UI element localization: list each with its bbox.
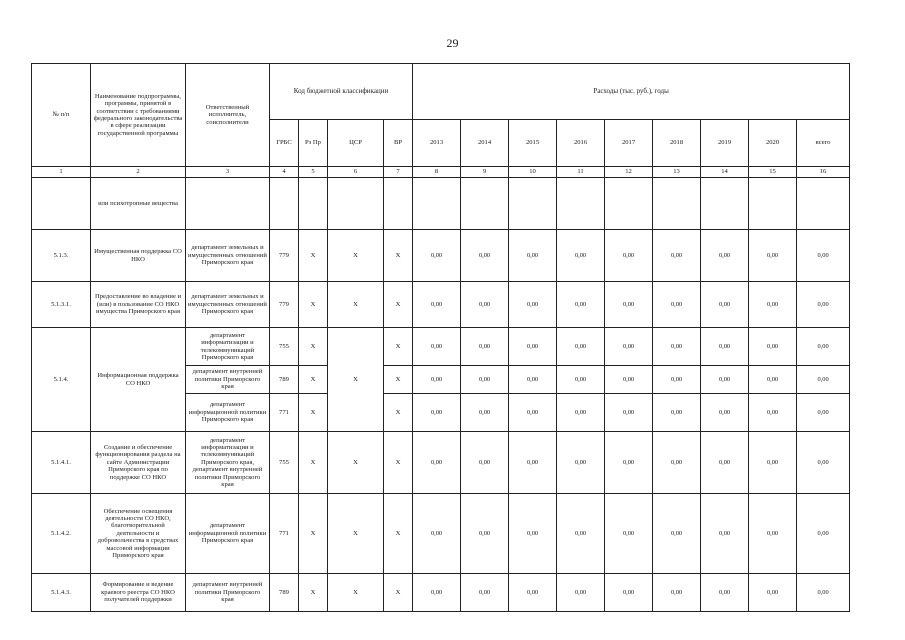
row-rzpr: Х xyxy=(299,432,328,494)
row-value: 0,00 xyxy=(605,394,653,432)
row-csr: Х xyxy=(328,328,384,432)
row-vr: Х xyxy=(384,366,413,394)
row-value: 0,00 xyxy=(461,394,509,432)
row-number: 5.1.3.1. xyxy=(32,282,91,328)
row-value: 0,00 xyxy=(797,394,850,432)
row-value: 0,00 xyxy=(797,494,850,574)
row-name: Имущественная поддержка СО НКО xyxy=(91,230,186,282)
row-value: 0,00 xyxy=(653,230,701,282)
row-value xyxy=(509,178,557,230)
row-value: 0,00 xyxy=(653,282,701,328)
row-value: 0,00 xyxy=(557,574,605,612)
row-value xyxy=(557,178,605,230)
row-value: 0,00 xyxy=(701,432,749,494)
row-executor: департамент информатизации и телекоммуникаций Приморского края, департамент внутренней политики Приморского края xyxy=(186,432,270,494)
row-value: 0,00 xyxy=(701,394,749,432)
row-value: 0,00 xyxy=(557,282,605,328)
header-year: 2016 xyxy=(557,120,605,167)
row-value xyxy=(653,178,701,230)
row-grbs: 771 xyxy=(270,494,299,574)
table-row xyxy=(32,494,850,574)
row-grbs: 789 xyxy=(270,366,299,394)
row-value: 0,00 xyxy=(605,574,653,612)
row-value xyxy=(413,178,461,230)
row-value: 0,00 xyxy=(461,366,509,394)
column-number: 12 xyxy=(605,167,653,178)
row-value xyxy=(605,178,653,230)
row-number: 5.1.4.2. xyxy=(32,494,91,574)
row-vr: Х xyxy=(384,282,413,328)
row-name: Обеспечение освещения деятельности СО НКО, благотворительной деятельности и добровольчества в средствах массовой информации Приморского края xyxy=(91,494,186,574)
column-number: 8 xyxy=(413,167,461,178)
row-value: 0,00 xyxy=(749,574,797,612)
row-value: 0,00 xyxy=(461,494,509,574)
row-value: 0,00 xyxy=(509,394,557,432)
column-number: 16 xyxy=(797,167,850,178)
row-vr: Х xyxy=(384,394,413,432)
row-executor: департамент земельных и имущественных отношений Приморского края xyxy=(186,282,270,328)
row-csr: Х xyxy=(328,494,384,574)
row-value xyxy=(797,178,850,230)
column-number: 13 xyxy=(653,167,701,178)
row-name: Информационная поддержка СО НКО xyxy=(91,328,186,432)
row-name: Формирование и ведение краевого реестра СО НКО получателей поддержки xyxy=(91,574,186,612)
row-executor: департамент внутренней политики Приморского края xyxy=(186,366,270,394)
row-value: 0,00 xyxy=(557,432,605,494)
row-rzpr: Х xyxy=(299,282,328,328)
row-value: 0,00 xyxy=(749,394,797,432)
row-value: 0,00 xyxy=(413,574,461,612)
row-value: 0,00 xyxy=(557,366,605,394)
row-rzpr: Х xyxy=(299,494,328,574)
row-value: 0,00 xyxy=(653,574,701,612)
page-number: 29 xyxy=(446,36,459,50)
row-value: 0,00 xyxy=(413,230,461,282)
header-num: № п/п xyxy=(32,64,91,167)
header-executor: Ответственный исполнитель, соисполнители xyxy=(186,64,270,167)
row-value: 0,00 xyxy=(413,282,461,328)
row-value: 0,00 xyxy=(605,494,653,574)
header-year: 2020 xyxy=(749,120,797,167)
row-value: 0,00 xyxy=(797,328,850,366)
row-rzpr: Х xyxy=(299,366,328,394)
row-value: 0,00 xyxy=(749,432,797,494)
column-number: 4 xyxy=(270,167,299,178)
row-value: 0,00 xyxy=(605,328,653,366)
row-vr: Х xyxy=(384,574,413,612)
row-vr: Х xyxy=(384,432,413,494)
column-number: 11 xyxy=(557,167,605,178)
row-value: 0,00 xyxy=(701,282,749,328)
row-grbs xyxy=(270,178,299,230)
row-value: 0,00 xyxy=(413,366,461,394)
row-value: 0,00 xyxy=(701,494,749,574)
header-name: Наименование подпрограммы, программы, принятой в соответствии с требованиями федерального законодательства в сфере реализации государственной программы xyxy=(91,64,186,167)
row-rzpr: Х xyxy=(299,230,328,282)
row-value: 0,00 xyxy=(461,282,509,328)
row-value: 0,00 xyxy=(605,366,653,394)
row-name: Предоставление во владение и (или) в пользование СО НКО имущества Приморского края xyxy=(91,282,186,328)
row-csr: Х xyxy=(328,432,384,494)
row-rzpr: Х xyxy=(299,328,328,366)
column-number: 15 xyxy=(749,167,797,178)
row-value: 0,00 xyxy=(653,394,701,432)
row-value: 0,00 xyxy=(557,494,605,574)
row-value: 0,00 xyxy=(605,282,653,328)
row-value: 0,00 xyxy=(461,230,509,282)
table-row xyxy=(32,574,850,612)
column-numbering-row xyxy=(32,167,850,178)
row-number xyxy=(32,178,91,230)
row-value: 0,00 xyxy=(461,574,509,612)
row-value: 0,00 xyxy=(797,282,850,328)
row-rzpr: Х xyxy=(299,574,328,612)
row-value: 0,00 xyxy=(509,328,557,366)
row-value: 0,00 xyxy=(413,494,461,574)
row-vr xyxy=(384,178,413,230)
row-csr xyxy=(328,178,384,230)
row-value: 0,00 xyxy=(509,574,557,612)
row-value: 0,00 xyxy=(749,230,797,282)
row-value: 0,00 xyxy=(749,494,797,574)
table-row xyxy=(32,432,850,494)
row-value: 0,00 xyxy=(461,328,509,366)
header-expenses-group: Расходы (тыс. руб.), годы xyxy=(413,64,850,120)
column-number: 7 xyxy=(384,167,413,178)
header-year: 2017 xyxy=(605,120,653,167)
row-value: 0,00 xyxy=(461,432,509,494)
row-vr: Х xyxy=(384,494,413,574)
column-number: 2 xyxy=(91,167,186,178)
column-number: 1 xyxy=(32,167,91,178)
row-value: 0,00 xyxy=(653,328,701,366)
column-number: 5 xyxy=(299,167,328,178)
header-vr: ВР xyxy=(384,120,413,167)
row-value: 0,00 xyxy=(509,282,557,328)
budget-expenses-table xyxy=(31,63,850,612)
row-value xyxy=(461,178,509,230)
table-row xyxy=(32,282,850,328)
row-value: 0,00 xyxy=(605,230,653,282)
header-csr: ЦСР xyxy=(328,120,384,167)
row-executor xyxy=(186,178,270,230)
column-number: 3 xyxy=(186,167,270,178)
row-value: 0,00 xyxy=(701,328,749,366)
row-value xyxy=(749,178,797,230)
row-value: 0,00 xyxy=(413,394,461,432)
row-grbs: 755 xyxy=(270,432,299,494)
row-name: Создание и обеспечение функционирования раздела на сайте Администрации Приморского края по поддержке СО НКО xyxy=(91,432,186,494)
header-year: 2019 xyxy=(701,120,749,167)
column-number: 9 xyxy=(461,167,509,178)
column-number: 6 xyxy=(328,167,384,178)
row-value: 0,00 xyxy=(605,432,653,494)
row-executor: департамент информационной политики Приморского края xyxy=(186,394,270,432)
header-year: 2014 xyxy=(461,120,509,167)
row-value: 0,00 xyxy=(701,574,749,612)
row-csr: Х xyxy=(328,282,384,328)
row-grbs: 755 xyxy=(270,328,299,366)
row-value: 0,00 xyxy=(797,230,850,282)
column-number: 14 xyxy=(701,167,749,178)
table-row xyxy=(32,230,850,282)
table-row xyxy=(32,328,850,366)
row-value: 0,00 xyxy=(749,282,797,328)
row-value: 0,00 xyxy=(797,432,850,494)
row-vr: Х xyxy=(384,230,413,282)
row-grbs: 789 xyxy=(270,574,299,612)
row-grbs: 771 xyxy=(270,394,299,432)
row-number: 5.1.4. xyxy=(32,328,91,432)
row-name: или психотропные вещества xyxy=(91,178,186,230)
row-value: 0,00 xyxy=(701,366,749,394)
row-value: 0,00 xyxy=(797,366,850,394)
header-year: 2013 xyxy=(413,120,461,167)
row-value: 0,00 xyxy=(653,494,701,574)
row-value: 0,00 xyxy=(653,366,701,394)
header-total: всего xyxy=(797,120,850,167)
table-row xyxy=(32,178,850,230)
row-value: 0,00 xyxy=(557,230,605,282)
row-number: 5.1.4.1. xyxy=(32,432,91,494)
row-value: 0,00 xyxy=(509,494,557,574)
header-year: 2015 xyxy=(509,120,557,167)
row-rzpr: Х xyxy=(299,394,328,432)
row-number: 5.1.3. xyxy=(32,230,91,282)
row-value: 0,00 xyxy=(509,432,557,494)
row-value: 0,00 xyxy=(653,432,701,494)
row-executor: департамент информационной политики Приморского края xyxy=(186,494,270,574)
header-budget-code-group: Код бюджетной классификации xyxy=(270,64,413,120)
row-vr: Х xyxy=(384,328,413,366)
row-executor: департамент информатизации и телекоммуникаций Приморского края xyxy=(186,328,270,366)
header-year: 2018 xyxy=(653,120,701,167)
row-value: 0,00 xyxy=(557,394,605,432)
row-value: 0,00 xyxy=(509,366,557,394)
row-executor: департамент земельных и имущественных отношений Приморского края xyxy=(186,230,270,282)
row-value: 0,00 xyxy=(413,328,461,366)
row-grbs: 779 xyxy=(270,282,299,328)
row-value: 0,00 xyxy=(797,574,850,612)
row-grbs: 779 xyxy=(270,230,299,282)
row-value xyxy=(701,178,749,230)
row-rzpr xyxy=(299,178,328,230)
row-number: 5.1.4.3. xyxy=(32,574,91,612)
column-number: 10 xyxy=(509,167,557,178)
row-value: 0,00 xyxy=(557,328,605,366)
row-csr: Х xyxy=(328,230,384,282)
row-value: 0,00 xyxy=(749,328,797,366)
row-value: 0,00 xyxy=(509,230,557,282)
header-grbs: ГРБС xyxy=(270,120,299,167)
header-rzpr: Рз Пр xyxy=(299,120,328,167)
row-value: 0,00 xyxy=(413,432,461,494)
row-csr: Х xyxy=(328,574,384,612)
row-value: 0,00 xyxy=(749,366,797,394)
row-value: 0,00 xyxy=(701,230,749,282)
row-executor: департамент внутренней политики Приморского края xyxy=(186,574,270,612)
